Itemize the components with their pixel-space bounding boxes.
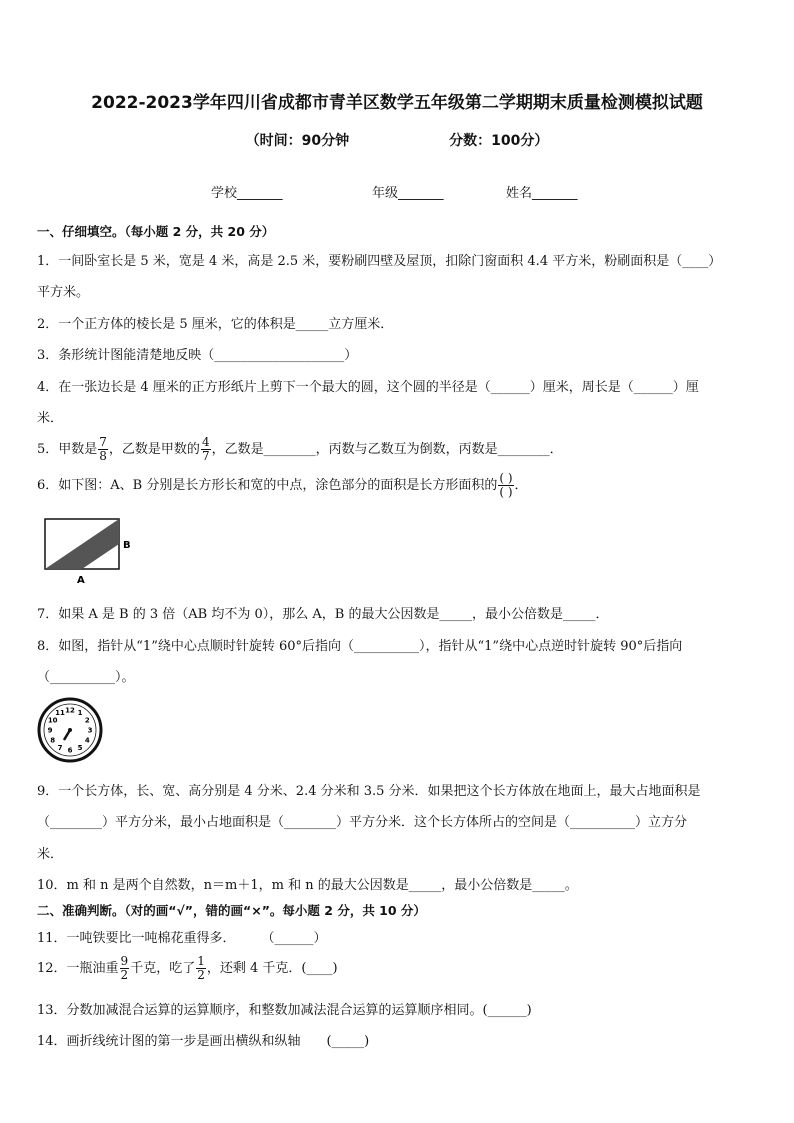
question-8-line-2: （__________）。 [37,670,135,685]
q6-end: ． [514,478,528,493]
question-1-line-2: 平方米。 [37,285,90,300]
question-9-line-2: （________）平方分米，最小占地面积是（________）平方分米．这个长方体所占的空间是（__________）立方分 [37,815,688,830]
denominator: 8 [99,449,107,463]
question-3: 3．条形统计图能清楚地反映（____________________） [37,348,358,363]
numerator: 1 [197,954,205,968]
clock-number: 3 [87,726,93,735]
question-12 [37,955,338,982]
question-4-line-2: 米． [37,411,64,426]
school-field: 学校_______ [211,186,283,201]
fraction-blank [498,472,513,499]
clock-number: 7 [57,743,63,752]
name-field: 姓名_______ [506,186,578,201]
fraction-four-sevenths [201,436,211,463]
exam-subtitle [0,130,794,150]
q12-text-b: 千克，吃了 [130,961,196,976]
fraction-one-half [196,955,206,982]
fraction-seven-eighths [98,436,108,463]
question-10: 10．m 和 n 是两个自然数，n＝m＋1，m 和 n 的最大公因数是_____，最小公倍数是_____。 [37,878,578,893]
numerator: ( ) [499,471,513,485]
clock-number: 4 [84,736,90,745]
clock-number: 10 [47,716,58,725]
question-8-line-1: 8．如图，指针从“1”绕中心点顺时针旋转 60°后指向（__________），指针从“1”绕中心点逆时针旋转 90°后指向 [37,639,683,654]
question-11: 11．一吨铁要比一吨棉花重得多． （______） [37,931,327,946]
clock-number: 8 [50,736,56,745]
numerator: 4 [201,435,210,449]
question-9-line-3: 米． [37,847,64,862]
q5-text-a: 5．甲数是 [37,442,98,457]
time-limit: （时间：90分钟 [245,133,350,149]
q5-text-b: ，乙数是甲数的 [108,442,200,457]
clock-diagram [36,696,106,764]
fraction-nine-halves [120,955,130,982]
label-b: B [123,540,131,551]
question-6 [37,472,528,499]
total-score: 分数：100分） [449,133,549,149]
q12-text-a: 12．一瓶油重 [37,961,119,976]
section-heading-fill-in: 一、仔细填空。（每小题 2 分，共 20 分） [37,224,275,239]
question-5 [37,436,563,463]
rectangle-shaded-diagram [40,514,140,586]
q6-text: 6．如下图：A、B 分别是长方形长和宽的中点，涂色部分的面积是长方形面积的 [37,478,498,493]
clock-number: 1 [77,709,83,718]
question-14: 14．画折线统计图的第一步是画出横纵和纵轴 (_____) [37,1034,370,1049]
question-7: 7．如果 A 是 B 的 3 倍（AB 均不为 0），那么 A，B 的最大公因数是_____，最小公倍数是_____． [37,607,609,622]
clock-number: 12 [65,706,75,715]
grade-field: 年级_______ [372,186,444,201]
clock-number: 5 [77,743,83,752]
question-2: 2．一个正方体的棱长是 5 厘米，它的体积是_____立方厘米． [37,317,394,332]
question-9-line-1: 9．一个长方体，长、宽、高分别是 4 分米、2.4 分米和 3.5 分米．如果把这个长方体放在地面上，最大占地面积是 [37,784,701,799]
clock-number: 9 [47,726,53,735]
question-1-line-1: 1．一间卧室长是 5 米，宽是 4 米，高是 2.5 米，要粉刷四壁及屋顶，扣除门窗面积 4.4 平方米，粉刷面积是（____） [37,254,722,269]
clock-number: 2 [84,716,90,725]
denominator: ( ) [499,485,513,499]
numerator: 9 [120,954,129,968]
section-heading-true-false: 二、准确判断。（对的画“√”，错的画“×”。每小题 2 分，共 10 分） [37,903,426,918]
clock-number: 6 [67,746,73,755]
exam-title: 2022-2023学年四川省成都市青羊区数学五年级第二学期期末质量检测模拟试题 [91,93,703,113]
denominator: 2 [120,968,129,982]
q5-text-c: ，乙数是________，丙数与乙数互为倒数，丙数是________． [211,442,563,457]
denominator: 2 [197,968,205,982]
question-4-line-1: 4．在一张边长是 4 厘米的正方形纸片上剪下一个最大的圆，这个圆的半径是（______）厘米，周长是（______）厘 [37,380,699,395]
clock-number: 11 [55,709,65,718]
clock-center [68,728,72,732]
numerator: 7 [99,435,107,449]
shaded-region [45,519,119,569]
label-a: A [77,575,85,586]
denominator: 7 [201,449,210,463]
q12-text-c: ，还剩 4 千克．(____) [206,961,338,976]
question-13: 13．分数加减混合运算的运算顺序，和整数加减法混合运算的运算顺序相同。(______) [37,1003,532,1018]
